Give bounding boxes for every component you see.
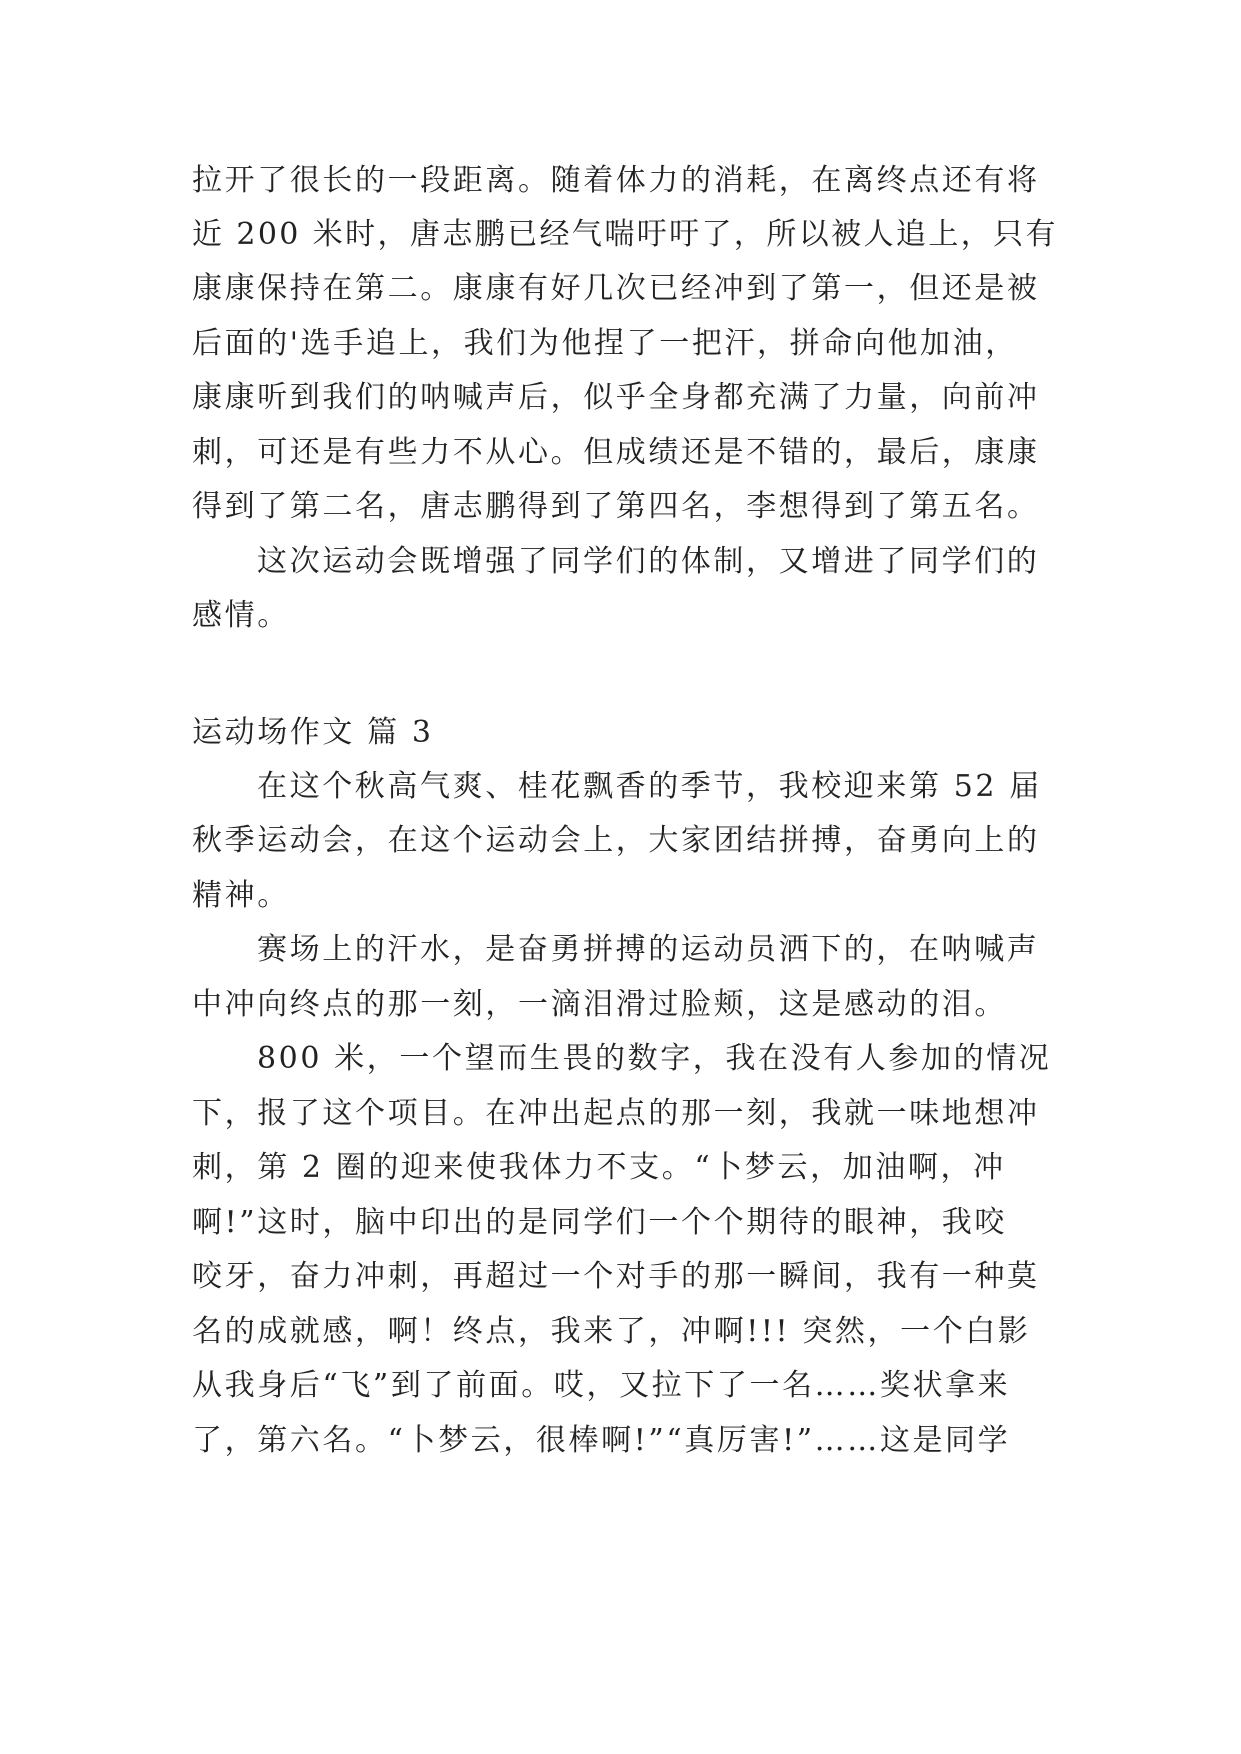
paragraph-line: 康康保持在第二。康康有好几次已经冲到了第一，但还是被 [192, 271, 1040, 306]
paragraph-line: 后面的'选手追上，我们为他捏了一把汗，拼命向他加油， [192, 326, 1018, 361]
paragraph-line: 下，报了这个项目。在冲出起点的那一刻，我就一味地想冲 [192, 1096, 1040, 1131]
paragraph-line: 从我身后“飞”到了前面。哎，又拉下了一名……奖状拿来 [192, 1368, 1011, 1403]
paragraph-line: 精神。 [192, 878, 290, 913]
paragraph-line: 800 米，一个望而生畏的数字，我在没有人参加的情况 [257, 1041, 1052, 1076]
paragraph-line: 在这个秋高气爽、桂花飘香的季节，我校迎来第 52 届 [257, 769, 1042, 804]
paragraph-line: 了，第六名。“卜梦云，很棒啊!”“真厉害!”……这是同学 [192, 1423, 1011, 1458]
paragraph-line: 啊!”这时，脑中印出的是同学们一个个期待的眼神，我咬 [192, 1205, 1007, 1240]
paragraph-line: 感情。 [192, 598, 290, 633]
paragraph-line: 赛场上的汗水，是奋勇拼搏的运动员洒下的，在呐喊声 [257, 932, 1040, 967]
paragraph-line: 康康听到我们的呐喊声后，似乎全身都充满了力量，向前冲 [192, 380, 1040, 415]
paragraph-line: 刺，可还是有些力不从心。但成绩还是不错的，最后，康康 [192, 435, 1040, 470]
paragraph-line: 名的成就感，啊！终点，我来了，冲啊!!! 突然，一个白影 [192, 1314, 1031, 1349]
paragraph-line: 这次运动会既增强了同学们的体制，又增进了同学们的 [257, 544, 1040, 579]
paragraph-line: 刺，第 2 圈的迎来使我体力不支。“卜梦云，加油啊，冲 [192, 1150, 1006, 1185]
paragraph-line: 咬牙，奋力冲刺，再超过一个对手的那一瞬间，我有一种莫 [192, 1259, 1040, 1294]
paragraph-line: 近 200 米时，唐志鹏已经气喘吁吁了，所以被人追上，只有 [192, 217, 1058, 252]
paragraph-line: 中冲向终点的那一刻，一滴泪滑过脸颊，这是感动的泪。 [192, 987, 1007, 1022]
paragraph-line: 秋季运动会，在这个运动会上，大家团结拼搏，奋勇向上的 [192, 823, 1040, 858]
section-heading: 运动场作文 篇 3 [192, 715, 434, 750]
paragraph-line: 拉开了很长的一段距离。随着体力的消耗，在离终点还有将 [192, 163, 1040, 198]
paragraph-line: 得到了第二名，唐志鹏得到了第四名，李想得到了第五名。 [192, 489, 1040, 524]
